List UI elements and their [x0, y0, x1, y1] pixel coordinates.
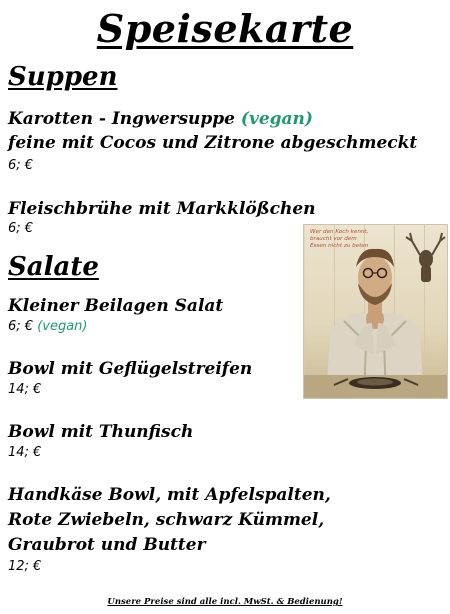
item-price: 14; € [8, 445, 42, 460]
menu-item-fleischbruehe: Fleischbrühe mit Markklößchen [8, 199, 316, 219]
section-heading-suppen: Suppen [8, 62, 118, 92]
item-name: Karotten - Ingwersuppe [8, 109, 235, 129]
item-price: 6; € [8, 221, 34, 236]
menu-item-handkaese-bowl-line2: Rote Zwiebeln, schwarz Kümmel, [8, 510, 325, 530]
menu-item-handkaese-bowl-line1: Handkäse Bowl, mit Apfelspalten, [8, 485, 331, 505]
chef-illustration [304, 225, 447, 398]
antler-trophy-icon [406, 233, 445, 281]
chef-photo [303, 224, 448, 399]
vegan-tag: (vegan) [37, 319, 88, 334]
item-price: 6; € [8, 158, 34, 173]
footer-note: Unsere Preise sind alle incl. MwSt. & Bedienung! [107, 597, 343, 607]
menu-item-karotten [8, 109, 313, 130]
item-description: feine mit Cocos und Zitrone abgeschmeckt [8, 133, 418, 153]
item-price-row [8, 319, 88, 334]
item-price: 6; € [8, 319, 34, 334]
section-heading-salate: Salate [8, 252, 99, 282]
menu-item-bowl-gefluegel: Bowl mit Geflügelstreifen [8, 359, 253, 379]
item-price: 12; € [8, 559, 42, 574]
menu-item-beilagen-salat: Kleiner Beilagen Salat [8, 296, 224, 316]
vegan-tag: (vegan) [240, 109, 313, 129]
photo-quote: Wer den Koch kennt, braucht vor dem Essen nicht zu beten [310, 229, 369, 249]
menu-item-bowl-thunfisch: Bowl mit Thunfisch [8, 422, 194, 442]
item-price: 14; € [8, 382, 42, 397]
menu-item-handkaese-bowl-line3: Graubrot und Butter [8, 535, 206, 555]
menu-title: Speisekarte [96, 6, 354, 51]
